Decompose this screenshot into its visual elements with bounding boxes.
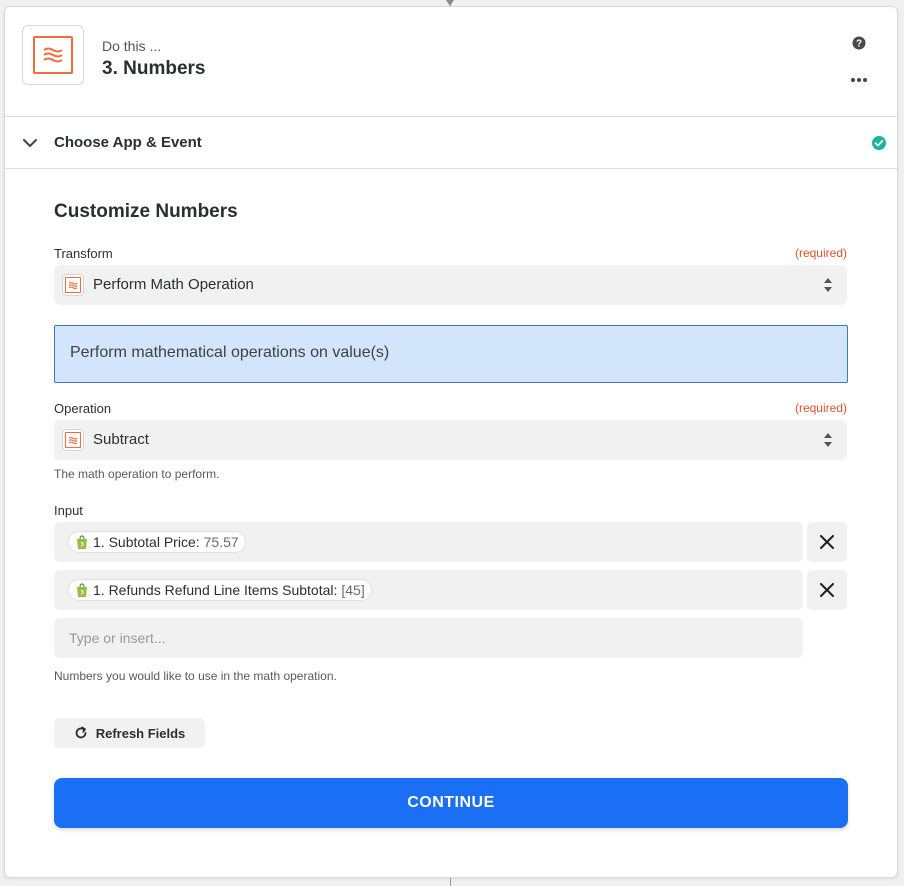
close-icon [820,535,834,549]
operation-label: Operation [54,401,112,416]
shopify-icon [75,583,89,598]
chevron-down-icon[interactable] [22,135,38,151]
input-field-2[interactable] [54,570,803,610]
section-label: Choose App & Event [54,134,202,151]
remove-input-2-button[interactable] [807,570,847,610]
shopify-icon [75,535,89,550]
customize-title: Customize Numbers [54,201,238,222]
operation-required: (required) [794,401,847,415]
help-icon[interactable] [852,36,866,50]
input-label: Input [54,503,83,518]
transform-select[interactable] [54,265,847,305]
pill-value: [45] [341,582,365,598]
numbers-app-icon [62,274,84,296]
refresh-fields-button[interactable] [54,718,205,748]
numbers-app-icon [62,429,84,451]
numbers-app-icon [33,36,73,74]
input-placeholder: Type or insert... [69,630,166,646]
app-tile [22,25,84,85]
pill-label: 1. Refunds Refund Line Items Subtotal: [93,582,338,598]
pill-label: 1. Subtotal Price: [93,534,200,550]
refresh-icon [74,726,88,740]
refresh-fields-label: Refresh Fields [95,725,186,741]
step-subtitle: Do this ... [102,38,162,54]
operation-help: The math operation to perform. [54,467,220,481]
operation-value: Subtract [93,431,149,448]
step-card [4,6,898,878]
operation-select[interactable] [54,420,847,460]
transform-value: Perform Math Operation [93,276,254,293]
input-field-1[interactable] [54,522,803,562]
input-pill[interactable] [68,531,246,553]
sort-arrows-icon [823,277,833,293]
close-icon [820,583,834,597]
step-title: 3. Numbers [102,58,206,79]
continue-label: CONTINUE [407,794,495,811]
choose-app-event-row[interactable] [5,117,897,169]
more-icon[interactable] [851,77,867,83]
pill-value: 75.57 [203,534,239,550]
svg-text:?: ? [855,38,863,50]
step-header [5,7,897,117]
transform-label: Transform [54,246,113,261]
sort-arrows-icon [823,432,833,448]
transform-required: (required) [794,246,847,260]
check-circle-icon [871,135,887,151]
input-help: Numbers you would like to use in the math operation. [54,669,337,683]
input-pill[interactable] [68,579,372,601]
transform-description [54,325,848,383]
continue-button[interactable] [54,778,848,828]
transform-description-text: Perform mathematical operations on value(s) [70,344,390,361]
remove-input-1-button[interactable] [807,522,847,562]
input-field-new[interactable] [54,618,803,658]
bottom-connector-line [450,878,451,886]
